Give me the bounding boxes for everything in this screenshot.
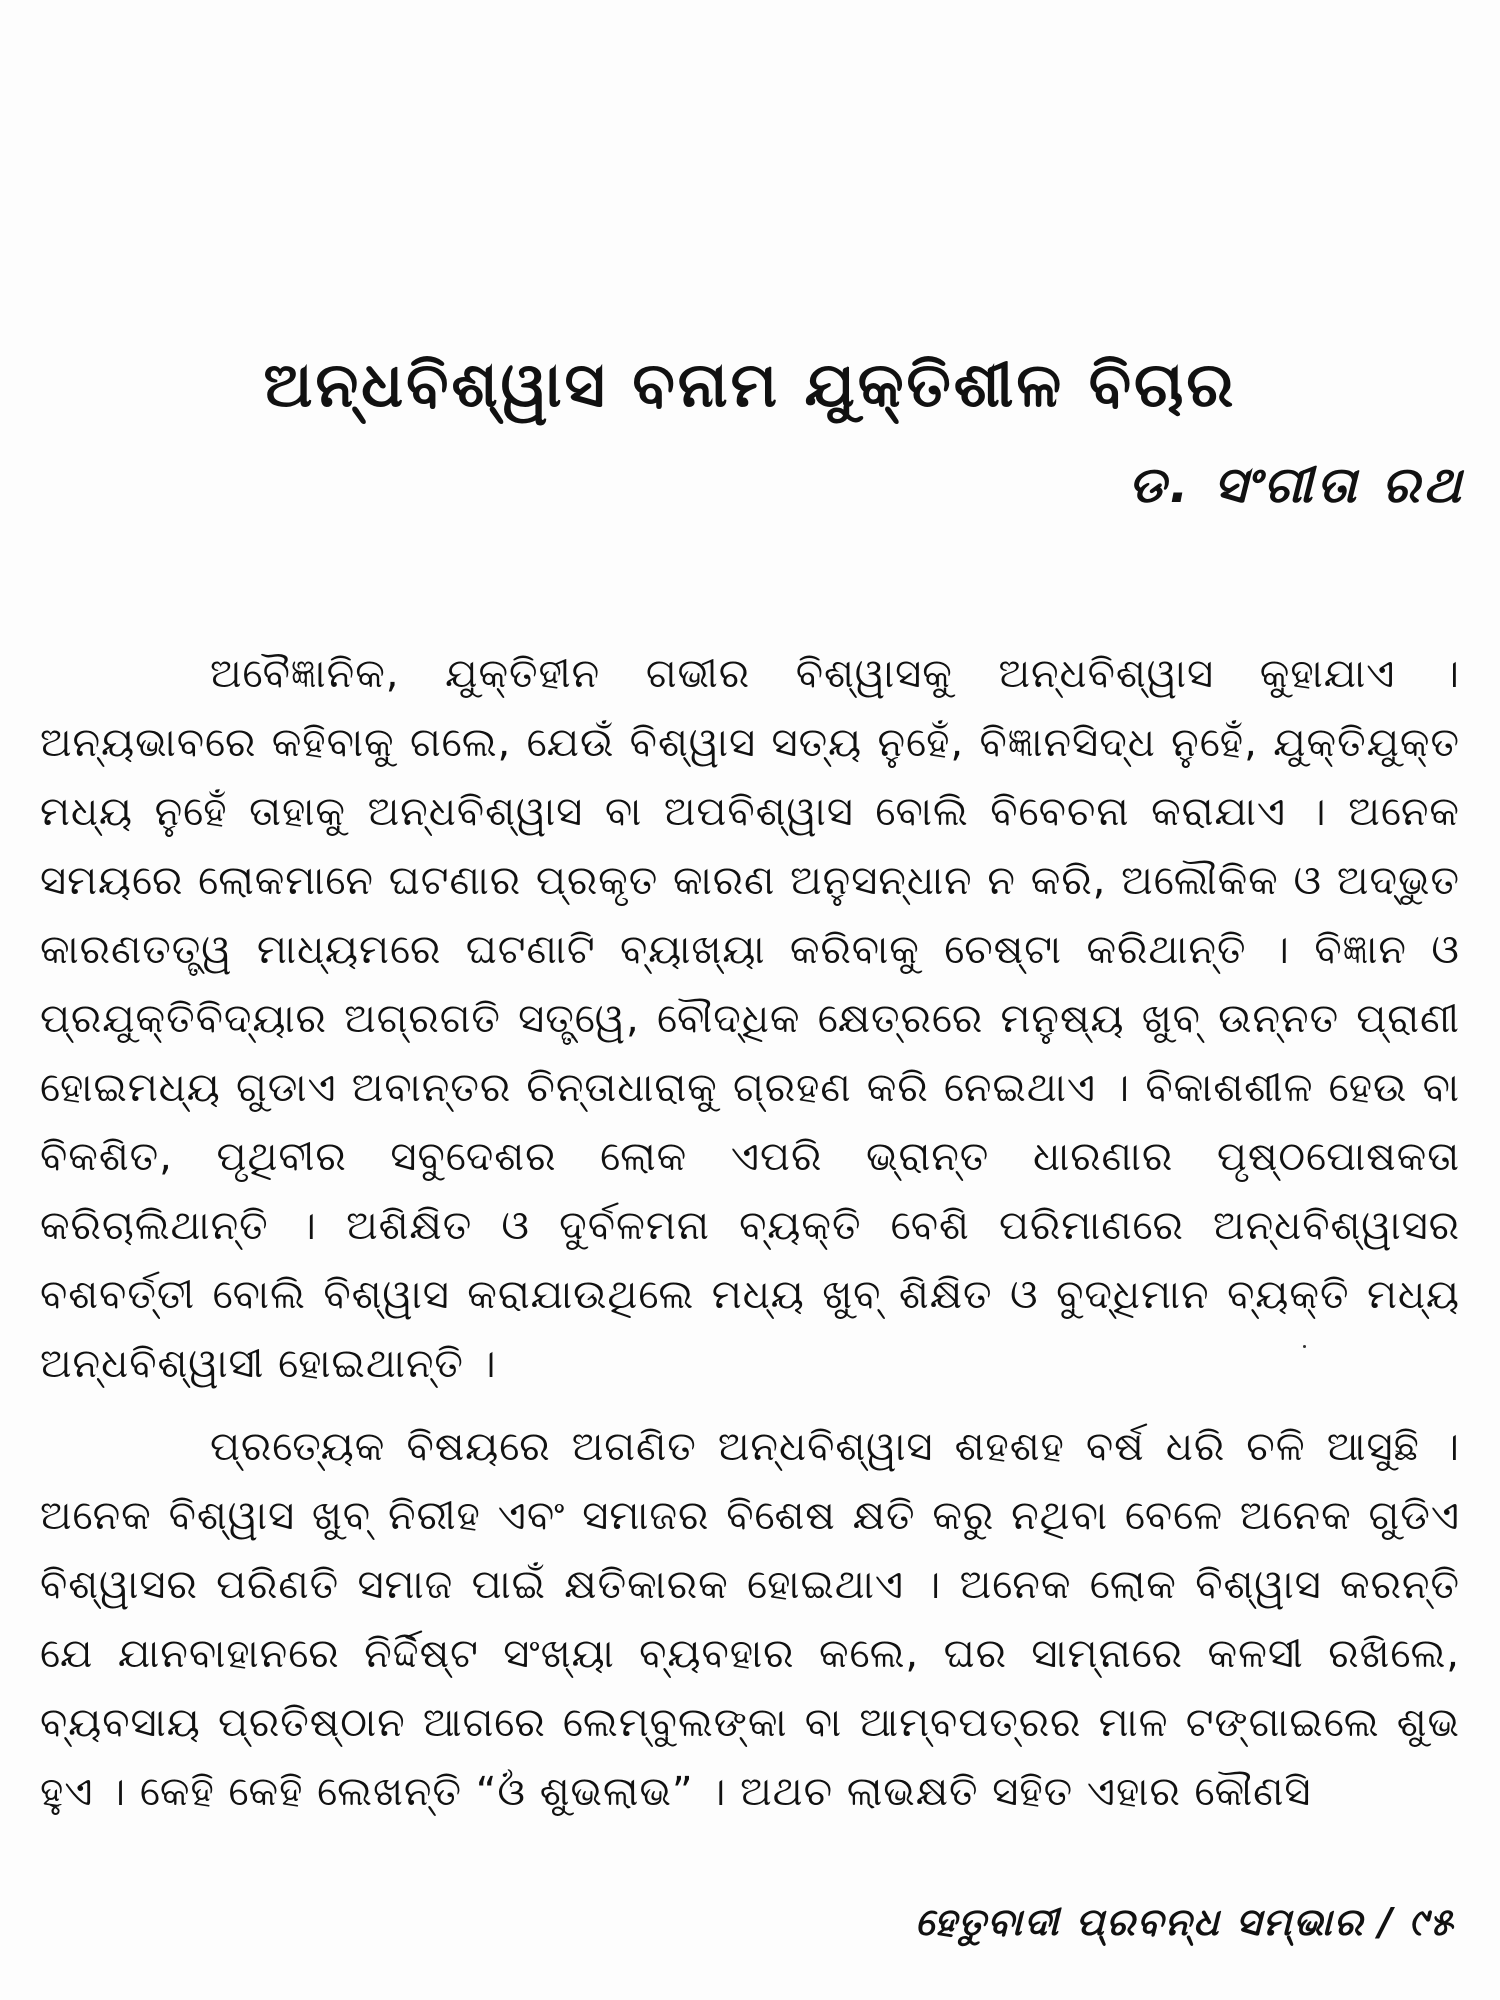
- paragraph-2: ପ୍ରତ୍ୟେକ ବିଷୟରେ ଅଗଣିତ ଅନ୍ଧବିଶ୍ୱାସ ଶହଶହ ବର୍ଷ ଧରି ଚଳି ଆସୁଛି । ଅନେକ ବିଶ୍ୱାସ ଖୁବ୍ ନିରୀହ ଏବଂ ସମାଜର ବିଶେଷ କ୍ଷତି କରୁ ନଥିବା ବେଳେ ଅନେକ ଗୁଡିଏ ବିଶ୍ୱାସର ପରିଣତି ସମାଜ ପାଇଁ କ୍ଷତିକାରକ ହୋଇଥାଏ । ଅନେକ ଲୋକ ବିଶ୍ୱାସ କରନ୍ତି ଯେ ଯାନବାହାନରେ ନିର୍ଦ୍ଦିଷ୍ଟ ସଂଖ୍ୟା ବ୍ୟବହାର କଲେ, ଘର ସାମ୍ନାରେ କଳସୀ ରଖିଲେ, ବ୍ୟବସାୟ ପ୍ରତିଷ୍ଠାନ ଆଗରେ ଲେମ୍ବୁଲଙ୍କା ବା ଆମ୍ବପତ୍ରର ମାଳ ଟଙ୍ଗାଇଲେ ଶୁଭ ହୁଏ । କେହି କେହି ଲେଖନ୍ତି “ଓଁ ଶୁଭଲାଭ” । ଅଥଚ ଲାଭକ୍ଷତି ସହିତ ଏହାର କୌଣସି: [40, 1424, 1460, 1815]
- article-author: ଡ. ସଂଗୀତା ରଥ: [1128, 456, 1465, 514]
- page-footer: [915, 1900, 1455, 1945]
- paragraph-1: ଅବୈଜ୍ଞାନିକ, ଯୁକ୍ତିହୀନ ଗଭୀର ବିଶ୍ୱାସକୁ ଅନ୍ଧବିଶ୍ୱାସ କୁହାଯାଏ । ଅନ୍ୟଭାବରେ କହିବାକୁ ଗଲେ, ଯେଉଁ ବିଶ୍ୱାସ ସତ୍ୟ ନୁହେଁ, ବିଜ୍ଞାନସିଦ୍ଧ ନୁହେଁ, ଯୁକ୍ତିଯୁକ୍ତ ମଧ୍ୟ ନୁହେଁ ତାହାକୁ ଅନ୍ଧବିଶ୍ୱାସ ବା ଅପବିଶ୍ୱାସ ବୋଲି ବିବେଚନା କରାଯାଏ । ଅନେକ ସମୟରେ ଲୋକମାନେ ଘଟଣାର ପ୍ରକୃତ କାରଣ ଅନୁସନ୍ଧାନ ନ କରି, ଅଲୌକିକ ଓ ଅଦ୍ଭୁତ କାରଣତତ୍ତ୍ୱ ମାଧ୍ୟମରେ ଘଟଣାଟି ବ୍ୟାଖ୍ୟା କରିବାକୁ ଚେଷ୍ଟା କରିଥାନ୍ତି । ବିଜ୍ଞାନ ଓ ପ୍ରଯୁକ୍ତିବିଦ୍ୟାର ଅଗ୍ରଗତି ସତ୍ତ୍ୱେ, ବୌଦ୍ଧିକ କ୍ଷେତ୍ରରେ ମନୁଷ୍ୟ ଖୁବ୍ ଉନ୍ନତ ପ୍ରାଣୀ ହୋଇମଧ୍ୟ ଗୁଡାଏ ଅବାନ୍ତର ଚିନ୍ତାଧାରାକୁ ଗ୍ରହଣ କରି ନେଇଥାଏ । ବିକାଶଶୀଳ ହେଉ ବା ବିକଶିତ, ପୃଥିବୀର ସବୁଦେଶର ଲୋକ ଏପରି ଭ୍ରାନ୍ତ ଧାରଣାର ପୃଷ୍ଠପୋଷକତା କରିଚାଲିଥାନ୍ତି । ଅଶିକ୍ଷିତ ଓ ଦୁର୍ବଳମନା ବ୍ୟକ୍ତି ବେଶି ପରିମାଣରେ ଅନ୍ଧବିଶ୍ୱାସର ବଶବର୍ତ୍ତୀ ବୋଲି ବିଶ୍ୱାସ କରାଯାଉଥିଲେ ମଧ୍ୟ ଖୁବ୍ ଶିକ୍ଷିତ ଓ ବୁଦ୍ଧିମାନ ବ୍ୟକ୍ତି ମଧ୍ୟ ଅନ୍ଧବିଶ୍ୱାସୀ ହୋଇଥାନ୍ତି ।: [40, 651, 1460, 1387]
- article-body: [40, 640, 1460, 1827]
- print-speck: [1303, 1345, 1306, 1348]
- footer-book-title: ହେତୁବାଦୀ ପ୍ରବନ୍ଧ ସମ୍ଭାର: [915, 1900, 1365, 1944]
- article-title: ଅନ୍ଧବିଶ୍ୱାସ ବନାମ ଯୁକ୍ତିଶୀଳ ବିଚାର: [263, 348, 1237, 421]
- footer-page-number: ୯୫: [1408, 1900, 1455, 1944]
- footer-separator: /: [1378, 1900, 1395, 1944]
